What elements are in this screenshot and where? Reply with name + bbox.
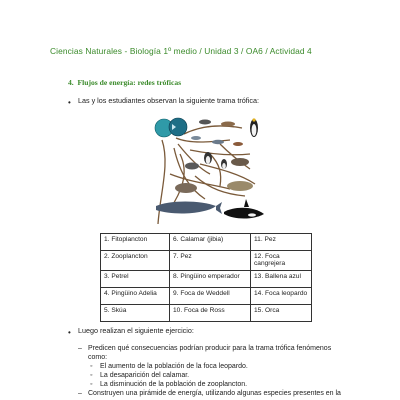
predict-line-1: Predicen qué consecuencias podrían producir para la trama trófica fenómenos [88, 345, 332, 352]
phenomenon-text: La disminución de la población de zooplancton. [100, 381, 248, 388]
petrel-icon [199, 120, 211, 125]
table-row [101, 251, 312, 271]
table-row [101, 270, 312, 287]
ross-seal-icon [231, 158, 249, 166]
table-cell: 11. Pez [251, 234, 312, 251]
phenomenon-text: La desaparición del calamar. [100, 372, 190, 379]
table-cell: 2. Zooplancton [101, 251, 170, 271]
breadcrumb: Ciencias Naturales - Biología 1º medio / Unidad 3 / OA6 / Actividad 4 [50, 46, 312, 56]
phenomenon-item [88, 362, 388, 371]
table-cell: 7. Pez [170, 251, 251, 271]
crabeater-seal-icon [175, 183, 197, 193]
circle-bullet-icon: ◦ [90, 363, 93, 370]
phenomenon-item [88, 380, 388, 389]
table-cell: 8. Pingüino emperador [170, 270, 251, 287]
table-cell: 6. Calamar (jibia) [170, 234, 251, 251]
predict-line-2: como: [88, 354, 108, 361]
table-row [101, 234, 312, 251]
table-row [101, 287, 312, 304]
table-row [101, 304, 312, 321]
dash-icon: – [78, 390, 82, 397]
table-cell: 1. Fitoplancton [101, 234, 170, 251]
skua-icon [221, 122, 235, 127]
species-table [100, 233, 312, 322]
bullet-icon: • [68, 327, 71, 337]
table-cell: 10. Foca de Ross [170, 304, 251, 321]
bullet-icon: • [68, 97, 71, 107]
fish-icon [191, 136, 201, 140]
exercise-bullet [68, 326, 194, 337]
food-web-illustration [150, 114, 268, 230]
table-cell: 15. Orca [251, 304, 312, 321]
predict-item [78, 344, 388, 362]
fish-icon-2 [212, 140, 224, 144]
table-cell: 9. Foca de Weddell [170, 287, 251, 304]
exercise-intro: Luego realizan el siguiente ejercicio: [78, 326, 194, 335]
orca-icon [224, 208, 264, 219]
phenomenon-item [88, 371, 388, 380]
pyramid-line: Construyen una pirámide de energía, utilizando algunas especies presentes en la [88, 390, 341, 397]
table-cell: 12. Foca cangrejera [251, 251, 312, 271]
section-title [68, 78, 181, 87]
table-cell: 3. Petrel [101, 270, 170, 287]
blue-whale-icon [156, 202, 216, 214]
phenomenon-text: El aumento de la población de la foca leopardo. [100, 363, 248, 370]
exercise-sublist [78, 344, 388, 398]
squid-icon [233, 142, 243, 146]
leopard-seal-icon [227, 181, 253, 191]
section-title-text: Flujos de energía: redes tróficas [77, 78, 182, 87]
circle-bullet-icon: ◦ [90, 372, 93, 379]
table-cell: 4. Pingüino Adelia [101, 287, 170, 304]
intro-text: Las y los estudiantes observan la siguiente trama trófica: [78, 96, 259, 105]
circle-bullet-icon: ◦ [90, 381, 93, 388]
weddell-seal-icon [185, 163, 199, 170]
table-cell: 13. Ballena azul [251, 270, 312, 287]
table-cell: 14. Foca leopardo [251, 287, 312, 304]
dash-icon: – [78, 345, 82, 352]
table-cell: 5. Skúa [101, 304, 170, 321]
intro-bullet [68, 96, 259, 107]
pyramid-item [78, 389, 388, 398]
section-number: 4. [68, 78, 74, 87]
